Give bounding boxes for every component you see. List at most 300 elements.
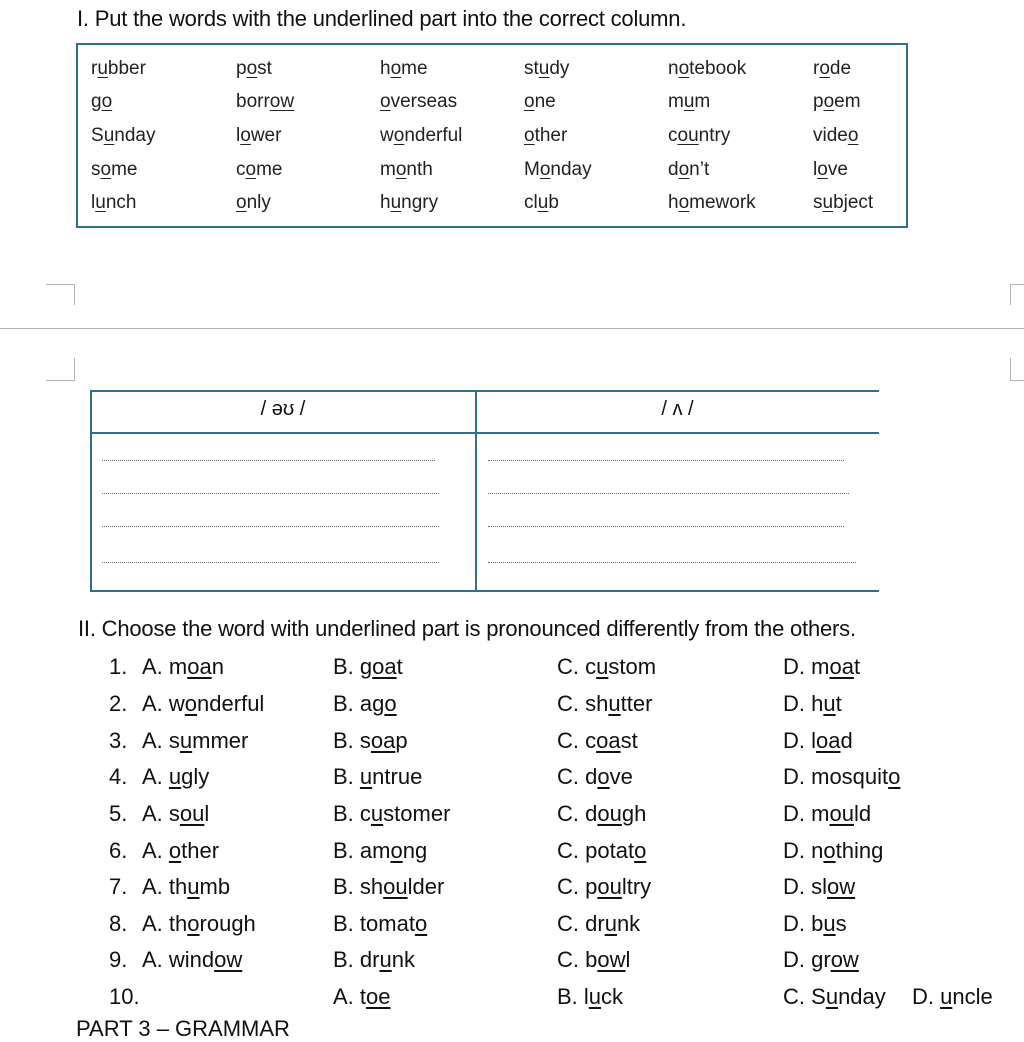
- underlined-part: ou: [829, 801, 854, 826]
- underlined-part: o: [240, 125, 251, 146]
- underlined-part: u: [103, 125, 115, 146]
- underlined-part: u: [608, 691, 621, 716]
- word-cell: [236, 192, 271, 214]
- word-part: s: [168, 728, 180, 753]
- word-part: c: [359, 801, 371, 826]
- word-part: nth: [406, 159, 433, 180]
- word-part: n: [668, 58, 679, 79]
- word-part: bject: [833, 192, 874, 213]
- underlined-part: u: [823, 911, 836, 936]
- option-label: A.: [142, 691, 169, 716]
- table-border-top: [90, 390, 879, 392]
- answer-option[interactable]: [557, 984, 623, 1010]
- underlined-part: u: [604, 911, 617, 936]
- answer-option[interactable]: [783, 691, 842, 717]
- word-part: nderful: [404, 125, 463, 146]
- word-cell: [380, 91, 457, 113]
- word-part: d: [585, 764, 598, 789]
- question-number: 9.: [109, 947, 128, 972]
- word-part: potat: [585, 838, 635, 863]
- option-label: B.: [333, 838, 360, 863]
- word-part: lder: [407, 874, 445, 899]
- underlined-part: o: [393, 125, 405, 146]
- answer-option[interactable]: [142, 838, 219, 864]
- option-label: C.: [783, 984, 812, 1009]
- question-number: 5.: [109, 801, 128, 826]
- underlined-part: u: [379, 947, 392, 972]
- word-part: l: [583, 984, 589, 1009]
- option-label: C.: [557, 874, 586, 899]
- word-part: gh: [621, 801, 647, 826]
- word-part: wer: [250, 125, 282, 146]
- answer-line[interactable]: [488, 460, 844, 461]
- answer-option[interactable]: [557, 764, 633, 790]
- word-cell: [524, 58, 569, 80]
- word-part: ck: [601, 984, 624, 1009]
- word-part: c: [668, 125, 678, 146]
- word-cell: [380, 58, 428, 80]
- underlined-part: u: [97, 58, 108, 79]
- word-part: ntry: [698, 125, 731, 146]
- underlined-part: u: [588, 984, 602, 1009]
- answer-option[interactable]: [142, 764, 209, 790]
- word-cell: [91, 159, 137, 181]
- option-label: A.: [142, 838, 169, 863]
- answer-option[interactable]: [783, 654, 860, 680]
- word-part: bber: [107, 58, 146, 79]
- option-label: C.: [557, 911, 586, 936]
- answer-option[interactable]: [783, 911, 847, 937]
- word-part: p: [236, 58, 247, 79]
- option-label: D.: [783, 764, 812, 789]
- word-cell: [524, 192, 559, 214]
- underlined-part: o: [634, 838, 647, 863]
- option-label: D.: [783, 947, 812, 972]
- word-cell: [813, 58, 851, 80]
- word-part: sl: [811, 874, 828, 899]
- underlined-part: o: [819, 58, 830, 79]
- word-part: vide: [813, 125, 848, 146]
- word-part: me: [401, 58, 428, 79]
- word-part: t: [396, 654, 403, 679]
- word-part: r: [813, 58, 820, 79]
- underlined-part: ow: [830, 947, 859, 972]
- option-label: B.: [557, 984, 584, 1009]
- option-label: B.: [333, 654, 360, 679]
- answer-option[interactable]: [333, 764, 422, 790]
- word-part: tebook: [689, 58, 747, 79]
- word-part: de: [829, 58, 852, 79]
- underlined-part: o: [168, 838, 182, 863]
- word-part: me: [111, 159, 138, 180]
- option-label: D.: [783, 838, 812, 863]
- answer-option[interactable]: [142, 691, 264, 717]
- question-number: 8.: [109, 911, 128, 936]
- word-part: w: [168, 691, 185, 716]
- underlined-part: o: [678, 192, 690, 213]
- word-part: l: [91, 192, 96, 213]
- underlined-part: o: [390, 58, 402, 79]
- answer-option[interactable]: [783, 874, 855, 900]
- underlined-part: o: [395, 159, 407, 180]
- answer-line[interactable]: [102, 460, 435, 461]
- word-part: m: [168, 654, 188, 679]
- word-cell: [236, 91, 294, 113]
- word-part: verseas: [390, 91, 458, 112]
- answer-option[interactable]: [333, 691, 397, 717]
- underlined-part: o: [245, 159, 257, 180]
- word-part: M: [524, 159, 540, 180]
- option-label: D.: [783, 874, 812, 899]
- underlined-part: o: [888, 764, 901, 789]
- word-part: st: [620, 728, 638, 753]
- underlined-part: o: [823, 91, 835, 112]
- underlined-part: u: [390, 192, 402, 213]
- word-part: S: [811, 984, 826, 1009]
- word-part: p: [813, 91, 824, 112]
- word-cell: [813, 192, 873, 214]
- underlined-part: ou: [597, 801, 622, 826]
- option-label: D.: [783, 691, 812, 716]
- word-cell: [91, 125, 155, 147]
- underlined-part: o: [414, 911, 428, 936]
- word-part: st: [524, 58, 539, 79]
- underlined-part: oa: [372, 654, 397, 679]
- answer-option[interactable]: [333, 947, 415, 973]
- option-label: A.: [142, 654, 169, 679]
- option-label: C.: [557, 838, 586, 863]
- header-uh-sound: / ʌ /: [661, 398, 694, 420]
- underlined-part: ou: [677, 125, 699, 146]
- word-part: stom: [608, 654, 657, 679]
- answer-option[interactable]: [557, 801, 646, 827]
- word-part: m: [694, 91, 711, 112]
- word-part: r: [91, 58, 98, 79]
- underlined-part: o: [101, 91, 113, 112]
- word-cell: [524, 159, 592, 181]
- word-cell: [668, 58, 746, 80]
- answer-option[interactable]: [557, 874, 651, 900]
- underlined-part: ou: [179, 801, 205, 826]
- answer-option[interactable]: [557, 654, 656, 680]
- word-part: wind: [168, 947, 215, 972]
- option-label: A.: [142, 728, 169, 753]
- answer-option[interactable]: [333, 838, 427, 864]
- option-label: C.: [557, 801, 586, 826]
- word-part: tter: [620, 691, 653, 716]
- underlined-part: o: [100, 159, 112, 180]
- word-part: ncle: [952, 984, 993, 1009]
- part-3-heading: PART 3 – GRAMMAR: [76, 1016, 290, 1041]
- word-part: h: [668, 192, 679, 213]
- sound-table: [90, 390, 879, 592]
- answer-option[interactable]: [142, 654, 224, 680]
- word-part: ng: [402, 838, 428, 863]
- word-part: nderful: [197, 691, 265, 716]
- word-cell: [668, 91, 710, 113]
- underlined-part: o: [384, 691, 397, 716]
- table-border-bottom: [90, 590, 879, 592]
- word-part: h: [380, 192, 391, 213]
- answer-line[interactable]: [488, 526, 844, 527]
- option-label: C.: [557, 764, 586, 789]
- crop-mark: [1010, 284, 1024, 305]
- underlined-part: oa: [370, 728, 396, 753]
- word-part: am: [359, 838, 391, 863]
- word-part: ltry: [621, 874, 652, 899]
- answer-option[interactable]: [333, 874, 444, 900]
- word-part: nk: [391, 947, 415, 972]
- underlined-part: u: [179, 728, 193, 753]
- word-part: ve: [609, 764, 633, 789]
- word-part: em: [834, 91, 861, 112]
- word-part: mb: [199, 874, 231, 899]
- word-part: s: [168, 801, 180, 826]
- underlined-part: ow: [214, 947, 243, 972]
- word-cell: [236, 159, 282, 181]
- underlined-part: o: [184, 691, 198, 716]
- word-part: g: [359, 654, 373, 679]
- underlined-part: u: [187, 874, 200, 899]
- word-part: mosquit: [811, 764, 889, 789]
- word-part: gly: [181, 764, 210, 789]
- option-label: A.: [142, 947, 169, 972]
- word-part: m: [811, 801, 830, 826]
- underlined-part: o: [390, 838, 403, 863]
- answer-option[interactable]: [557, 911, 640, 937]
- underlined-part: o: [539, 159, 551, 180]
- word-part: b: [585, 947, 598, 972]
- underlined-part: o: [246, 58, 258, 79]
- question-number: 2.: [109, 691, 128, 716]
- word-part: nly: [246, 192, 271, 213]
- answer-option[interactable]: [557, 947, 630, 973]
- answer-option[interactable]: [783, 947, 859, 973]
- underlined-part: ou: [597, 874, 622, 899]
- underlined-part: u: [940, 984, 953, 1009]
- underlined-part: o: [524, 125, 535, 146]
- answer-line[interactable]: [488, 562, 856, 563]
- word-part: rough: [199, 911, 256, 936]
- underlined-part: o: [823, 838, 836, 863]
- answer-option[interactable]: [783, 728, 853, 754]
- underlined-part: u: [683, 91, 695, 112]
- answer-option[interactable]: [557, 691, 652, 717]
- word-part: nday: [838, 984, 886, 1009]
- answer-option[interactable]: [142, 801, 209, 827]
- answer-option[interactable]: [912, 984, 993, 1010]
- option-label: C.: [557, 654, 586, 679]
- word-part: n’t: [689, 159, 710, 180]
- word-part: s: [813, 192, 823, 213]
- underlined-part: o: [847, 125, 859, 146]
- word-part: dr: [585, 911, 605, 936]
- option-label: C.: [557, 947, 586, 972]
- underlined-part: oa: [816, 728, 841, 753]
- option-label: B.: [333, 728, 360, 753]
- answer-line[interactable]: [102, 562, 439, 563]
- underlined-part: oe: [366, 984, 391, 1009]
- word-part: m: [668, 91, 684, 112]
- word-cell: [524, 125, 567, 147]
- underlined-part: ow: [269, 91, 295, 112]
- word-part: b: [811, 911, 824, 936]
- answer-option[interactable]: [783, 838, 883, 864]
- underlined-part: ou: [383, 874, 408, 899]
- word-part: m: [380, 159, 396, 180]
- answer-line[interactable]: [488, 493, 849, 494]
- word-part: h: [811, 691, 824, 716]
- underlined-part: ow: [597, 947, 626, 972]
- answer-option[interactable]: [783, 984, 886, 1010]
- answer-option[interactable]: [142, 728, 248, 754]
- underlined-part: u: [95, 192, 106, 213]
- word-part: dy: [549, 58, 570, 79]
- underlined-part: oa: [596, 728, 621, 753]
- option-label: D.: [912, 984, 941, 1009]
- answer-option[interactable]: [333, 984, 391, 1010]
- option-label: B.: [333, 764, 360, 789]
- word-part: c: [585, 654, 597, 679]
- word-cell: [524, 91, 556, 113]
- question-number: 10.: [109, 984, 140, 1009]
- option-label: B.: [333, 911, 360, 936]
- word-part: nk: [616, 911, 641, 936]
- word-part: me: [256, 159, 283, 180]
- word-part: p: [585, 874, 598, 899]
- underlined-part: u: [538, 58, 550, 79]
- word-part: m: [811, 654, 830, 679]
- word-part: d: [840, 728, 853, 753]
- option-label: B.: [333, 874, 360, 899]
- word-cell: [813, 91, 861, 113]
- word-cell: [813, 125, 858, 147]
- option-label: D.: [783, 801, 812, 826]
- word-part: mmer: [192, 728, 249, 753]
- crop-mark: [46, 358, 75, 381]
- answer-option[interactable]: [333, 654, 403, 680]
- word-part: t: [853, 654, 861, 679]
- section-2-title: II. Choose the word with underlined part is pronounced differently from the others.: [78, 616, 856, 641]
- word-cell: [91, 91, 112, 113]
- underlined-part: o: [597, 764, 610, 789]
- word-cell: [668, 192, 756, 214]
- word-part: l: [813, 159, 818, 180]
- word-part: ne: [534, 91, 556, 112]
- table-border-header: [90, 432, 879, 434]
- question-number: 4.: [109, 764, 128, 789]
- option-label: D.: [783, 728, 812, 753]
- word-part: mework: [689, 192, 756, 213]
- answer-option[interactable]: [142, 911, 256, 937]
- word-cell: [668, 159, 709, 181]
- underlined-part: o: [187, 911, 200, 936]
- word-part: l: [236, 125, 241, 146]
- word-box: [76, 43, 908, 228]
- word-part: nch: [105, 192, 137, 213]
- word-part: ther: [534, 125, 568, 146]
- underlined-part: o: [380, 91, 391, 112]
- question-number: 6.: [109, 838, 128, 863]
- word-part: thing: [835, 838, 884, 863]
- word-part: tomat: [359, 911, 415, 936]
- answer-option[interactable]: [333, 801, 450, 827]
- word-part: stomer: [383, 801, 451, 826]
- answer-option[interactable]: [783, 764, 900, 790]
- word-part: l: [204, 801, 210, 826]
- underlined-part: o: [678, 58, 690, 79]
- word-part: th: [168, 911, 188, 936]
- underlined-part: u: [822, 192, 834, 213]
- answer-option[interactable]: [783, 801, 871, 827]
- word-part: h: [380, 58, 391, 79]
- word-part: c: [236, 159, 246, 180]
- answer-line[interactable]: [102, 493, 439, 494]
- option-label: C.: [557, 728, 586, 753]
- answer-line[interactable]: [102, 526, 439, 527]
- page-divider: [0, 328, 1024, 329]
- underlined-part: o: [817, 159, 828, 180]
- underlined-part: oa: [829, 654, 854, 679]
- underlined-part: u: [823, 691, 836, 716]
- word-part: nday: [114, 125, 156, 146]
- option-label: A.: [142, 874, 169, 899]
- option-label: D.: [783, 911, 812, 936]
- word-cell: [813, 159, 848, 181]
- word-part: w: [380, 125, 394, 146]
- option-label: C.: [557, 691, 586, 716]
- word-part: ve: [827, 159, 848, 180]
- word-part: s: [835, 911, 847, 936]
- word-cell: [236, 125, 281, 147]
- word-part: d: [585, 801, 598, 826]
- word-part: S: [91, 125, 104, 146]
- word-cell: [380, 192, 438, 214]
- answer-option[interactable]: [557, 728, 638, 754]
- word-part: th: [168, 874, 188, 899]
- underlined-part: o: [236, 192, 247, 213]
- answer-option[interactable]: [142, 947, 242, 973]
- word-part: ntrue: [372, 764, 423, 789]
- question-number: 7.: [109, 874, 128, 899]
- underlined-part: u: [596, 654, 609, 679]
- word-part: ag: [359, 691, 385, 716]
- underlined-part: u: [825, 984, 839, 1009]
- word-part: n: [811, 838, 824, 863]
- underlined-part: o: [678, 159, 690, 180]
- word-part: g: [91, 91, 102, 112]
- word-part: n: [211, 654, 224, 679]
- word-cell: [91, 58, 146, 80]
- answer-option[interactable]: [557, 838, 646, 864]
- word-part: sh: [359, 874, 384, 899]
- option-label: B.: [333, 947, 360, 972]
- word-part: t: [835, 691, 842, 716]
- answer-option[interactable]: [142, 874, 230, 900]
- option-label: A.: [333, 984, 360, 1009]
- answer-option[interactable]: [333, 728, 408, 754]
- option-label: D.: [783, 654, 812, 679]
- underlined-part: ow: [827, 874, 856, 899]
- answer-option[interactable]: [333, 911, 427, 937]
- word-part: p: [395, 728, 408, 753]
- underlined-part: o: [524, 91, 535, 112]
- underlined-part: u: [359, 764, 373, 789]
- word-part: b: [548, 192, 559, 213]
- crop-mark: [46, 284, 75, 305]
- option-label: A.: [142, 911, 169, 936]
- word-part: t: [359, 984, 367, 1009]
